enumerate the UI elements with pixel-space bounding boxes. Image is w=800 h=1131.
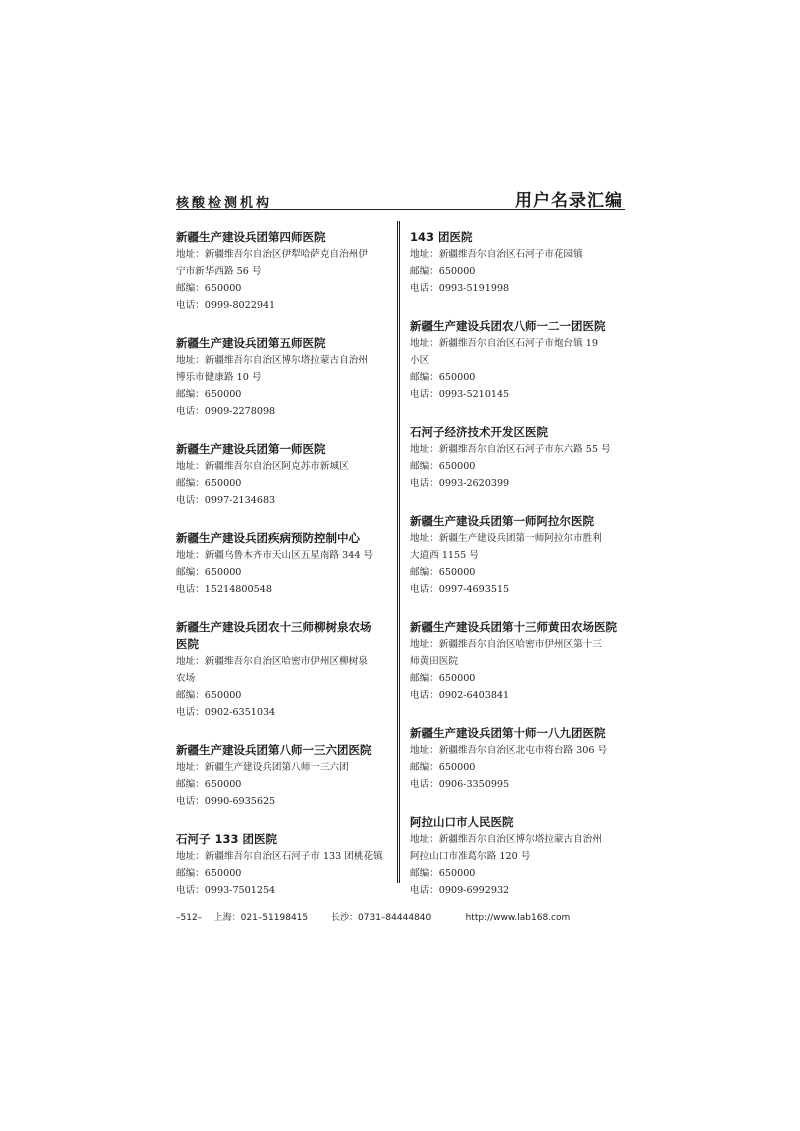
- directory-entry: [176, 831, 390, 899]
- entry-name: 石河子 133 团医院: [176, 832, 278, 846]
- entry-detail-line: 农场: [176, 673, 196, 684]
- right-column: [410, 229, 624, 920]
- entry-detail-line: 邮编：650000: [410, 567, 476, 578]
- entry-detail-line: 邮编：650000: [410, 461, 476, 472]
- entry-detail-line: 地址：新疆维吾尔自治区博尔塔拉蒙古自治州: [176, 355, 368, 366]
- section-title: 核酸检测机构: [176, 196, 273, 211]
- entry-detail-line: 地址：新疆维吾尔自治区哈密市伊州区柳树泉: [176, 656, 368, 667]
- entry-detail-line: 电话：0993-5210145: [410, 389, 510, 400]
- entry-name: 新疆生产建设兵团第八师一三六团医院: [176, 743, 372, 757]
- entry-detail-line: 电话：0909-2278098: [176, 406, 276, 417]
- entry-detail-line: 电话：0990-6935625: [176, 796, 276, 807]
- entry-detail-line: 地址：新疆生产建设兵团第八师一三六团: [176, 762, 349, 773]
- directory-entry: [410, 725, 624, 793]
- entry-detail-line: 邮编：650000: [176, 478, 242, 489]
- entry-detail-line: 地址：新疆维吾尔自治区阿克苏市新城区: [176, 461, 349, 472]
- directory-entry: [176, 530, 390, 598]
- entry-detail-line: 邮编：650000: [176, 389, 242, 400]
- entry-detail-line: 邮编：650000: [176, 690, 242, 701]
- entry-detail-line: 邮编：650000: [410, 372, 476, 383]
- entry-detail-line: 地址：新疆维吾尔自治区伊犁哈萨克自治州伊: [176, 249, 368, 260]
- entry-name: 新疆生产建设兵团第十三师黄田农场医院: [410, 620, 617, 634]
- entry-detail-line: 电话：0993-7501254: [176, 885, 276, 896]
- entry-detail-line: 宁市新华西路 56 号: [176, 266, 262, 277]
- entry-name: 143 团医院: [410, 230, 473, 244]
- entry-detail-line: 电话：0999-8022941: [176, 300, 276, 311]
- directory-entry: [176, 742, 390, 810]
- entry-detail-line: 邮编：650000: [410, 868, 476, 879]
- entry-detail-line: 师黄田医院: [410, 656, 458, 667]
- entry-name: 新疆生产建设兵团第五师医院: [176, 336, 326, 350]
- directory-entry: [176, 619, 390, 721]
- entry-detail-line: 地址：新疆维吾尔自治区哈密市伊州区第十三: [410, 639, 602, 650]
- footer-changsha-phone: 长沙：0731–84444840: [331, 913, 432, 923]
- entry-name: 新疆生产建设兵团疾病预防控制中心: [176, 531, 360, 545]
- book-title: 用户名录汇编: [515, 191, 623, 211]
- entry-detail-line: 电话：0902-6351034: [176, 707, 276, 718]
- entry-detail-line: 邮编：650000: [410, 266, 476, 277]
- entry-name: 新疆生产建设兵团第一师医院: [176, 442, 326, 456]
- entry-detail-line: 地址：新疆维吾尔自治区博尔塔拉蒙古自治州: [410, 834, 602, 845]
- entry-name-continued: 医院: [176, 637, 199, 651]
- entry-detail-line: 电话：0909-6992932: [410, 885, 510, 896]
- directory-entry: [176, 441, 390, 509]
- directory-entry: [410, 814, 624, 899]
- entry-name: 新疆生产建设兵团第四师医院: [176, 230, 326, 244]
- entry-detail-line: 电话：0997-2134683: [176, 495, 276, 506]
- entry-name: 新疆生产建设兵团第一师阿拉尔医院: [410, 514, 594, 528]
- header-rule: [176, 209, 625, 210]
- entry-detail-line: 地址：新疆维吾尔自治区石河子市炮台镇 19: [410, 338, 598, 349]
- column-divider: [397, 221, 400, 883]
- left-column: [176, 229, 390, 920]
- directory-entry: [176, 335, 390, 420]
- entry-detail-line: 大道西 1155 号: [410, 550, 479, 561]
- entry-detail-line: 邮编：650000: [176, 868, 242, 879]
- entry-detail-line: 地址：新疆维吾尔自治区石河子市东六路 55 号: [410, 444, 611, 455]
- entry-detail-line: 电话：0993-5191998: [410, 283, 510, 294]
- directory-entry: [410, 424, 624, 492]
- entry-detail-line: 邮编：650000: [410, 673, 476, 684]
- directory-entry: [176, 229, 390, 314]
- entry-detail-line: 邮编：650000: [176, 779, 242, 790]
- entry-detail-line: 电话：0906-3350995: [410, 779, 510, 790]
- footer-url: http://www.lab168.com: [465, 913, 571, 923]
- footer-shanghai-phone: 上海：021–51198415: [213, 913, 309, 923]
- entry-name: 阿拉山口市人民医院: [410, 815, 514, 829]
- entry-detail-line: 电话：0997-4693515: [410, 584, 510, 595]
- entry-detail-line: 阿拉山口市准葛尔路 120 号: [410, 851, 531, 862]
- entry-detail-line: 地址：新疆乌鲁木齐市天山区五星南路 344 号: [176, 550, 374, 561]
- directory-entry: [410, 513, 624, 598]
- page-footer: [176, 910, 570, 923]
- directory-entry: [410, 318, 624, 403]
- entry-detail-line: 地址：新疆生产建设兵团第一师阿拉尔市胜利: [410, 533, 602, 544]
- entry-name: 新疆生产建设兵团农十三师柳树泉农场: [176, 620, 372, 634]
- entry-detail-line: 邮编：650000: [176, 567, 242, 578]
- entry-detail-line: 电话：15214800548: [176, 584, 272, 595]
- entry-detail-line: 电话：0993-2620399: [410, 478, 510, 489]
- entry-name: 石河子经济技术开发区医院: [410, 425, 548, 439]
- entry-name: 新疆生产建设兵团第十师一八九团医院: [410, 726, 606, 740]
- page-number: –512–: [176, 913, 203, 923]
- entry-detail-line: 邮编：650000: [176, 283, 242, 294]
- directory-entry: [410, 229, 624, 297]
- entry-detail-line: 地址：新疆维吾尔自治区北屯市将台路 306 号: [410, 745, 608, 756]
- directory-entry: [410, 619, 624, 704]
- entry-detail-line: 博乐市健康路 10 号: [176, 372, 262, 383]
- entry-detail-line: 小区: [410, 355, 430, 366]
- entry-name: 新疆生产建设兵团农八师一二一团医院: [410, 319, 606, 333]
- entry-detail-line: 电话：0902-6403841: [410, 690, 510, 701]
- entry-detail-line: 邮编：650000: [410, 762, 476, 773]
- entry-detail-line: 地址：新疆维吾尔自治区石河子市 133 团桃花镇: [176, 851, 383, 862]
- entry-detail-line: 地址：新疆维吾尔自治区石河子市花园镇: [410, 249, 583, 260]
